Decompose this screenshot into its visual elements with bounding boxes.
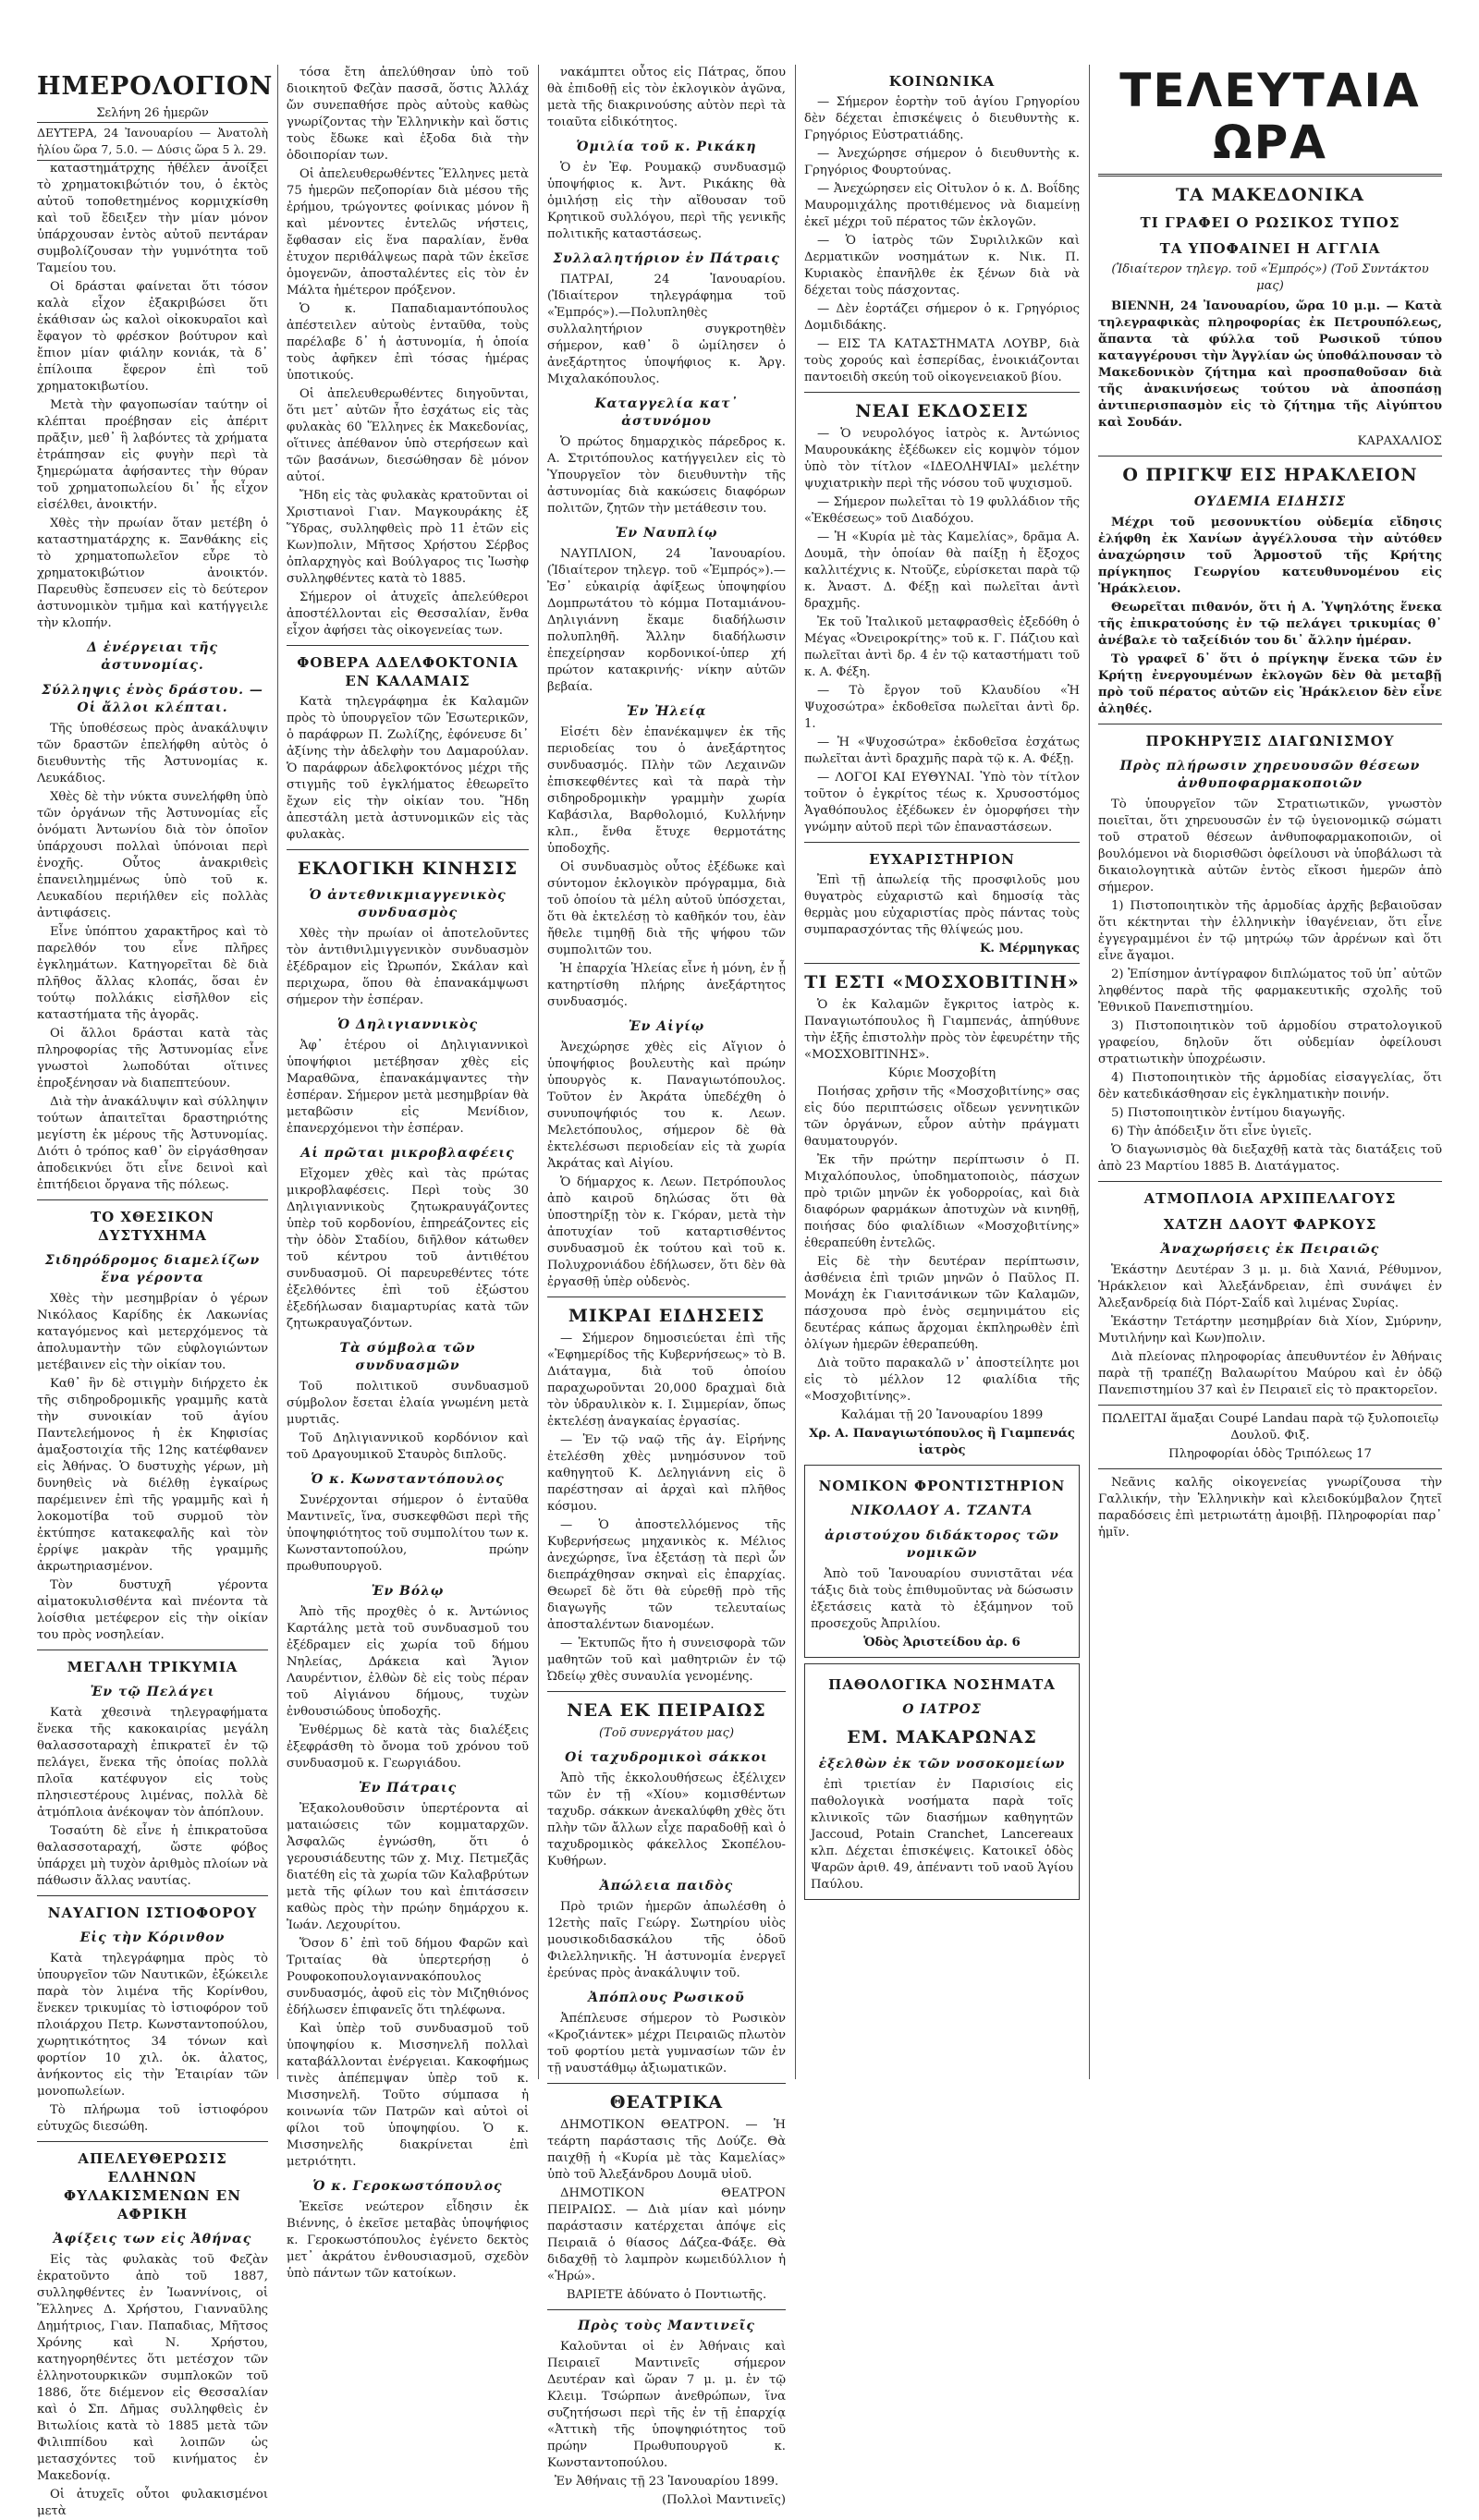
article-paragraph: Τὸ ὑπουργεῖον τῶν Στρατιωτικῶν, γνωστὸν ποιεῖται, ὅτι χηρευουσῶν ἐν τῷ ὑγειονομικῷ σώματι τοῦ στρατοῦ θέσεων ἀνθυποφαρμακοποιῶν, οἱ βουλόμενοι νὰ διορισθῶσι ὀφείλουσι νὰ ὑποβάλωσι τὰ δικαιολογητικὰ αὐτῶν ἐντὸς εἴκοσι ἡμερῶν ἀπὸ σήμερον.	[1098, 797, 1442, 895]
advertisement-box	[804, 1663, 1080, 1900]
article-paragraph: Χθὲς τὴν πρωίαν ὅταν μετέβη ὁ καταστηματάρχης κ. Ξανθάκης εἰς τὸ χρηματοπωλεῖον εὗρε τὸ χρηματοκιβώτιον ἀνοικτόν. Παρευθὺς ἔσπευσεν εἰς τὸ δεύτερον ἀστυνομικὸν τμῆμα καὶ κατήγγειλε τὴν κλοπήν.	[37, 517, 268, 630]
section-subheading: Πρὸς πλήρωσιν χηρευουσῶν θέσεων ἀνθυποφαρμακοποιῶν	[1119, 759, 1421, 791]
article-paragraph: Χθὲς τὴν μεσημβρίαν ὁ γέρων Νικόλαος Καρίδης ἐκ Λακωνίας καταγόμενος καὶ μετερχόμενος τὰ ἀπολυμαντὴν τῶν εὐφλογιώντων μετέβαινεν εἰς τὴν οἰκίαν του.	[37, 1292, 268, 1372]
article-paragraph: Ἐκ τῆν πρώτην περίπτωσιν ὁ Π. Μιχαλόπουλος, ὑποδηματοποιὸς, πάσχων πρὸ τριῶν μηνῶν ἐκ γοδορροίας, καὶ διὰ διαφόρων φαρμάκων ἀποτυχὼν νὰ κινηθῇ, ποιήσας δύο φιαλίδιων «Μοσχοβιτίνης» ἐθεραπεύθη ἐντελῶς.	[804, 1153, 1080, 1250]
article-paragraph: Χθὲς δὲ τὴν νύκτα συνελήφθη ὑπὸ τῶν ὀργάνων τῆς Ἀστυνομίας εἷς ὀνόματι Ἀντωνίου διὰ τὸν ὁποῖον ὑπάρχουσι πολλαὶ ὑπόνοιαι περὶ ἐνοχῆς. Οὗτος ἀνακριθεὶς ἐπανειλημμένως ὑπὸ τοῦ κ. Λευκαδίου περιήλθεν εἰς πολλὰς ἀντιφάσεις.	[37, 790, 268, 920]
article-paragraph: Ἐκεῖσε νεώτερον εἶδησιν ἐκ Βιέννης, ὁ ἐκεῖσε μεταβὰς ὑποψήφιος κ. Γεροκωστόπουλος ἐγένετο δεκτὸς μετ᾽ ἀκράτου ἐνθουσιασμοῦ, σχεδὸν ὑπὸ πάντων τῶν κατοίκων.	[287, 2200, 529, 2281]
section-subheading: Ἀναχωρήσεις ἐκ Πειραιῶς	[1160, 1242, 1380, 1257]
article-paragraph: Ὁ ἐκ Καλαμῶν ἔγκριτος ἰατρὸς κ. Παναγιωτόπουλος ἢ Γιαμπενάς, ἀπηύθυνε τὴν ἑξῆς ἐπιστολὴν πρὸς τὸν ἐφευρέτην τῆς «ΜΟΣΧΟΒΙΤΙΝΗΣ».	[804, 998, 1080, 1062]
article-paragraph: Εἶνε ὑπόπτου χαρακτῆρος καὶ τὸ παρελθόν του εἶνε πλῆρες ἐγκλημάτων. Κατηγορεῖται δὲ διὰ πλῆθος ἄλλας κλοπάς, ὅσαι ἐν τούτῳ πολλάκις εἰσῆλθον εἰς καταστήματα τῆς ἀγορᾶς.	[37, 925, 268, 1022]
article-paragraph: Εἰσέτι δὲν ἐπανέκαμψεν ἐκ τῆς περιοδείας του ὁ ἀνεξάρτητος συνδυασμός. Πλὴν τῶν Λεχαινῶν ἐπισκεφθέντες καὶ τὰ παρὰ τὴν σιδηροδρομικὴν γραμμὴν χωρία Καβάσιλα, Βαρθολομιό, Κυλλήνην κλπ., ἔνθα ἔτυχε θερμοτάτης ὑποδοχῆς.	[547, 725, 786, 856]
section-heading: ΜΙΚΡΑΙ ΕΙΔΗΣΕΙΣ	[568, 1306, 765, 1326]
masthead-title: ΤΕΛΕΥΤΑΙΑ ΩΡΑ	[1119, 64, 1421, 169]
article-paragraph: Οἱ δράσται φαίνεται ὅτι τόσον καλὰ εἶχον ἐξακριβώσει ὅτι ἐκάθισαν ὡς καλοὶ οἰκοκυραῖοι καὶ ἔφαγον τὸ φρέσκον βούτυρον καὶ ἔπιον μίαν φιάλην κονιάκ, τὰ δ᾽ ἐπίλοιπα ἔφερον ἐπὶ τοῦ χρηματοκιβωτίου.	[37, 280, 268, 394]
column-rule	[538, 65, 539, 2079]
article-paragraph: Οἱ ἄλλοι δράσται κατὰ τὰς πληροφορίας τῆς Ἀστυνομίας εἶνε γνωστοὶ λωποδύται οἵτινες ἐπροξένησαν νὰ διαπεπτεύουν.	[37, 1027, 268, 1090]
column-3	[547, 65, 786, 2507]
article-paragraph: Ἀπὸ τῆς ἐκκολουθήσεως ἐξέλιχεν τῶν ἐν τῇ «Χίου» κομισθέντων ταχυδρ. σάκκων ἀνεκαλύφθη χθὲς ὅτι πλὴν τῶν ἄλλων εἶχε παραδοθῇ καὶ ὁ ταχυδρομικὸς φάκελλος Σκοπέλου-Κυθήρων.	[547, 1771, 786, 1869]
section-subheading: Συλλαλητήριον ἐν Πάτραις	[553, 251, 780, 266]
section-subheading: Πρὸς τοὺς Μαντινεῖς	[578, 2319, 755, 2333]
article-paragraph: Θεωρεῖται πιθανόν, ὅτι ἡ Α. Ὑψηλότης ἕνεκα τῆς ἐπικρατούσης ἐν τῷ πελάγει τρικυμίας θ᾽ ἀνέβαλε τὸ ταξείδιόν του δι᾽ ἄλλην ἡμέραν.	[1098, 601, 1442, 648]
column-2	[287, 65, 529, 2281]
article-paragraph: Τῆς ὑποθέσεως πρὸς ἀνακάλυψιν τῶν δραστῶν ἐπελήφθη αὐτὸς ὁ διευθυντὴς τῆς Ἀστυνομίας κ. Λευκάδιος.	[37, 722, 268, 785]
column-5	[1098, 65, 1442, 2079]
article-paragraph: Τοῦ πολιτικοῦ συνδυασμοῦ σύμβολον ἔσεται ἐλαία γνωμένη μετὰ μυρτιᾶς.	[287, 1380, 529, 1427]
section-subheading: Ὁμιλία τοῦ κ. Ρικάκη	[576, 140, 757, 154]
article-paragraph: καταστημάτρχης ἠθέλεν ἀνοίξει τὸ χρηματοκιβώτιόν του, ὁ ἐκτὸς αὐτοῦ τοποθετημένος κορμιχκίσθη καὶ τοῦ ἔδειξεν τὴν μίαν μόνον ὑπάρχουσαν ἐντὸς αὐτοῦ πεντάραν συμβολίζουσαν τὴν γυμνότητα τοῦ Ταμείου του.	[37, 162, 268, 275]
article-paragraph: Τοσαύτη δὲ εἶνε ἡ ἐπικρατοῦσα θαλασσοταραχή, ὥστε φόβος ὑπάρχει μὴ τυχὸν ἀριθμὸς πλοίων νὰ πάθωσιν ἄλλας ναυτίας.	[37, 1824, 268, 1888]
article-paragraph: Ἐκ τοῦ Ἰταλικοῦ μεταφρασθεὶς ἐξεδόθη ὁ Μέγας «Ὀνειροκρίτης» τοῦ κ. Γ. Πάζιου καὶ πωλεῖται ἀντὶ δρ. 4 ἐν τῷ καταστήματι τοῦ κ. Α. Φέξη.	[804, 615, 1080, 679]
section-subheading: Ὁ κ. Γεροκωστόπουλος	[312, 2179, 503, 2194]
article-paragraph: Κύριε Μοσχοβίτη	[887, 1066, 996, 1080]
article-paragraph: Ἀπέπλευσε σήμερον τὸ Ρωσικὸν «Κροζιάντεκ» μέχρι Πειραιῶς πλωτὸν τοῦ φορτίου μετὰ γυμνασίων τῶν ἐν τῇ ναυστάθμῳ ἀξιωματικῶν.	[547, 2012, 786, 2076]
article-paragraph: Ὁ ἐν Ἐφ. Ρουμακῷ συνδυασμῷ ὑποψήφιος κ. Ἀντ. Ρικάκης θὰ ὁμιλήσῃ εἰς τὴν αἴθουσαν τοῦ Κρητικοῦ συλλόγου, περὶ τῆς γενικῆς πολιτικῆς καταστάσεως.	[547, 161, 786, 241]
article-paragraph: — Ἐν τῷ ναῷ τῆς ἁγ. Εἰρήνης ἐτελέσθη χθὲς μνημόσυνον τοῦ καθηγητοῦ Κ. Δεληγιάννη εἰς ὃ παρέστησαν αἱ ἀρχαὶ καὶ πλῆθος κόσμου.	[547, 1433, 786, 1514]
article-paragraph: Ὁ πρώτος δημαρχικὸς πάρεδρος κ. Α. Στριτόπουλος κατήγγειλεν εἰς τὸ Ὑπουργεῖον τὸν διευθυντὴν τῆς ἀστυνομίας διὰ κακώσεις διαφόρων πολιτῶν, ζητῶν τὴν μετάθεσιν του.	[547, 435, 786, 516]
section-heading: ΜΕΓΑΛΗ ΤΡΙΚΥΜΙΑ	[67, 1659, 238, 1675]
section-heading: ΕΚΛΟΓΙΚΗ ΚΙΝΗΣΙΣ	[297, 858, 519, 879]
moon-line: Σελήνη 26 ἡμερῶν	[96, 106, 209, 120]
article-paragraph: Ἀφ᾽ ἑτέρου οἱ Δηλιγιαννικοὶ ὑποψήφιοι μετέβησαν χθὲς εἰς Μαραθῶνα, ἐπανακάμψαντες τὴν ἑσπέραν. Σήμερον μετὰ μεσημβρίαν θὰ μεταβῶσιν εἰς Μενίδιον, ἐπανερχόμενοι τὴν ἑσπέραν.	[287, 1039, 529, 1136]
column-rule	[277, 65, 278, 2079]
calendar-title: ΗΜΕΡΟΛΟΓΙΟΝ	[37, 72, 274, 101]
column-rule	[795, 65, 796, 2079]
section-heading: ΝΕΑ ΕΚ ΠΕΙΡΑΙΩΣ	[567, 1700, 766, 1721]
section-subheading: Ἐν Βόλῳ	[371, 1584, 445, 1599]
article-paragraph: Κατὰ τηλεγράφημα πρὸς τὸ ὑπουργεῖον τῶν Ναυτικῶν, ἐξώκειλε παρὰ τὸν λιμένα τῆς Κορίνθου, ἕνεκεν τρικυμίας τὸ ἱστιοφόρον τοῦ πλοιάρχου Πετρ. Κωνσταντοπούλου, χωρητικότητος 34 τόνων καὶ φορτίον 10 χιλ. ὀκ. ἀλατος, ἀνήκοντος εἰς τὴν Ἑταιρίαν τῶν μονοπωλείων.	[37, 1952, 268, 2099]
section-subheading: ΧΑΤΖΗ ΔΑΟΥΤ ΦΑΡΚΟΥΣ	[1163, 1216, 1377, 1233]
ad-address: Ὁδὸς Ἀριστείδου ἀρ. 6	[863, 1636, 1021, 1650]
ad-text: Ἀπὸ τοῦ Ἰανουαρίου συνιστᾶται νέα τάξις διὰ τοὺς ἐπιθυμοῦντας νὰ δώσωσιν ἐξετάσεις κατὰ τὸ ἐξάμηνον τοῦ προσεχοῦς Ἀπριλίου.	[811, 1567, 1073, 1631]
article-paragraph: Οἱ ἀτυχεῖς οὗτοι φυλακισμένοι μετὰ	[37, 2488, 268, 2518]
article-paragraph: Σήμερον οἱ ἀτυχεῖς ἀπελεύθεροι ἀποστέλλονται εἰς Θεσσαλίαν, ἔνθα εἶχον ἀφήσει τὰς οἰκογενείας των.	[287, 590, 529, 638]
article-paragraph: Κατὰ χθεσινὰ τηλεγραφήματα ἕνεκα τῆς κακοκαιρίας μεγάλη θαλασσοταραχὴ ἐπικρατεῖ ἐν τῷ πελάγει, ἕνεκα τῆς ὁποίας πολλὰ πλοῖα κατέφυγον εἰς τοὺς πλησιεστέρους λιμένας, πολλὰ δὲ ἀτμόπλοια ἀνέκοψαν τὸν ἀπόπλουν.	[37, 1706, 268, 1820]
article-paragraph: Ὅσον δ᾽ ἐπὶ τοῦ δήμου Φαρῶν καὶ Τριταίας θὰ ὑπερτερήσῃ ὁ Ρουφοκοπουλογιαννακόπουλος συνδυασμός, ἀφοῦ εἰς τὸν Μιζηθιόνος ἐδήλωσεν ἐπιφανεῖς ὅτι τηλέφωνα.	[287, 1937, 529, 2017]
article-paragraph: Διὰ πλείονας πληροφορίας ἀπευθυντέον ἐν Ἀθήναις παρὰ τῇ τραπέζῃ Βαλαωρίτου Μαύρου καὶ ἐν ὁδῷ Πανεπιστημίου 37 καὶ ἐν Πειραιεῖ εἰς τὸ πρακτορεῖον.	[1098, 1350, 1442, 1397]
ad-subheading: Ο ΙΑΤΡΟΣ	[902, 1702, 982, 1717]
section-subheading: ΟΥΔΕΜΙΑ ΕΙΔΗΣΙΣ	[1193, 494, 1347, 509]
column-rule	[1089, 65, 1090, 2079]
section-subheading: Ὁ Δηλιγιαννικὸς	[337, 1017, 478, 1032]
article-paragraph: Ὁ κ. Παπαδιαμαντόπουλος ἀπέστειλεν αὐτοὺς ἐνταῦθα, τοὺς παρέλαβε δ᾽ ἡ ἀστυνομία, ἡ ὁποία τοὺς ἀφῆκεν ἐπὶ τόσας ἡμέρας ὑποτικούς.	[287, 302, 529, 383]
article-paragraph: Ἤδη εἰς τὰς φυλακὰς κρατοῦνται οἱ Χριστιανοὶ Γιαν. Μαγκουράκης ἐξ Ὕδρας, συλληφθεὶς πρὸ 11 ἐτῶν εἰς Κων)πολιν, Μῆτσος Χρήστου Σέρβος ὀπλαρχηγὸς καὶ Βούλγαρος τις Ἰωσὴφ συλληφθέντες κατὰ τὸ 1885.	[287, 489, 529, 586]
ad-heading: ΠΑΘΟΛΟΓΙΚΑ ΝΟΣΗΜΑΤΑ	[828, 1676, 1056, 1693]
article-paragraph: 4) Πιστοποιητικὸν τῆς ἁρμοδίας εἰσαγγελίας, ὅτι δὲν κατεδικάσθησαν εἰς ἐγκληματικὴν ποινήν.	[1098, 1071, 1442, 1102]
section-subheading: Ὁ ἀντεθνικμιαγγενικὸς συνδυασμὸς	[309, 888, 507, 920]
section-heading: Δ ἐνέργειαι τῆς ἀστυνομίας.	[87, 640, 218, 673]
section-byline: (Ἰδιαίτερον τηλεγρ. τοῦ «Ἐμπρός») (Τοῦ Συντάκτου μας)	[1111, 262, 1429, 293]
article-signature: Χρ. Α. Παναγιωτόπουλος ἢ Γιαμπενάς ἰατρὸς	[809, 1427, 1075, 1457]
article-paragraph: Καλοῦνται οἱ ἐν Ἀθήναις καὶ Πειραιεῖ Μαντινεῖς σήμερον Δευτέραν καὶ ὥραν 7 μ. μ. ἐν τῷ Κλειμ. Τσώρπων ἀνεθρώπων, ἵνα συζητήσωσι περὶ τῆς ἐν τῇ ἐπαρχίᾳ «Ἀττικὴ τῆς ὑποψηφιότητος τοῦ πρώην Πρωθυπουργοῦ κ. Κωνσταντοπούλου.	[547, 2340, 786, 2470]
article-paragraph: Ἐξακολουθοῦσιν ὑπερτέροντα αἱ ματαιώσεις τῶν κομματαρχῶν. Ἀσφαλῶς ἐγνώσθη, ὅτι ὁ γερουσιάδευτης τῶν χ. Μιχ. Πετμεζᾶς διατέθη εἰς τὰ χωρία τῶν Καλαβρύτων μετὰ τῆς φίλων του καὶ ἐπιτάσσειν καθὼς πρὸς τὴν πρώην δημάρχου κ. Ἰωάν. Λεχουρίτου.	[287, 1802, 529, 1932]
article-paragraph: Μέχρι τοῦ μεσονυκτίου οὐδεμία εἴδησις ἐλήφθη ἐκ Χανίων ἀγγέλλουσα τὴν αὐτόθεν ἀναχώρησιν τοῦ Ἁρμοστοῦ τῆς Κρήτης πρίγκηπος Γεωργίου κατευθυνομένου εἰς Ἡράκλειον.	[1098, 516, 1442, 596]
article-paragraph: Τὸ γραφεῖ δ᾽ ὅτι ὁ πρίγκηψ ἕνεκα τῶν ἐν Κρήτῃ ἐνεργουμένων ἐκλογῶν δὲν θὰ μεταβῇ πρὸ τοῦ πέρατος αὐτῶν εἰς Ἡράκλειον δὲν εἶνε ἀληθές.	[1098, 652, 1442, 716]
section-subheading: Οἱ ταχυδρομικοὶ σάκκοι	[565, 1750, 768, 1765]
classified-ad: ΠΩΛΕΙΤΑΙ ἅμαξαι Coupé Landau παρὰ τῷ ξυλοποιεῖῳ Δουλοῦ. Φιξ.	[1101, 1412, 1439, 1443]
article-paragraph: 6) Τὴν ἀπόδειξιν ὅτι εἶνε ὑγιεῖς.	[1111, 1125, 1313, 1138]
section-subheading: ΤΙ ΓΡΑΦΕΙ Ο ΡΩΣΙΚΟΣ ΤΥΠΟΣ	[1140, 214, 1400, 231]
date-line: ΔΕΥΤΕΡΑ, 24 Ἰανουαρίου — Ἀνατολὴ ἡλίου ὥρα 7, 5.0. — Δύσις ὥρα 5 λ. 29.	[37, 122, 268, 161]
article-paragraph: ΝΑΥΠΛΙΟΝ, 24 Ἰανουαρίου. (Ἰδιαίτερον τηλεγρ. τοῦ «Ἐμπρός»).—Ἐσ᾽ εὐκαιρίᾳ ἀφίξεως ὑποψηφίου Δομπρωτάτου τὸ κόμμα Ποταμιάνου-Δηλιγιάννη ἔκαμε διαδήλωσιν πολυπληθῆ. Ἄλλην διαδήλωσιν ἐπεχείρησαν κορδονικοί-ὑπερ χή πρώτον κατακρινής· νίκην αὐτῶν βεβαία.	[547, 547, 786, 694]
article-paragraph: Τὸ πλήρωμα τοῦ ἱστιοφόρου εὐτυχῶς διεσώθη.	[37, 2103, 268, 2134]
article-paragraph: — Τὸ ἔργον τοῦ Κλαυδίου «Ἡ Ψυχοσώτρα» ἐκδοθεῖσα πωλεῖται ἀντὶ δρ. 1.	[804, 684, 1080, 731]
article-paragraph: Ὁ δήμαρχος κ. Λεων. Πετρόπουλος ἀπὸ καιροῦ δηλώσας ὅτι θὰ ὑποστηρίξῃ τὸν κ. Γκόραν, μετὰ τὴν ἀποτυχίαν τοῦ καταρτισθέντος συνδυασμοῦ ἐκ τούτου καὶ τοῦ κ. Πολυχρονιάδου ἐδήλωσεν, ὅτι δὲν θὰ ἐργασθῇ ὑπὲρ οὐδενὸς.	[547, 1175, 786, 1289]
article-paragraph: 5) Πιστοποιητικὸν ἐντίμου διαγωγῆς.	[1111, 1106, 1346, 1120]
article-paragraph: Καὶ ὑπὲρ τοῦ συνδυασμοῦ τοῦ ὑποψηφίου κ. Μισσηνελῆ πολλαὶ καταβάλλονται ἐνέργειαι. Κακοφήμως τινὲς ἀπέπεμψαν ὑπὲρ τοῦ κ. Μισσηνελῆ. Τοῦτο σύμπασα ἡ κοινωνία τῶν Πατρῶν καὶ αὐτοὶ οἱ φίλοι τοῦ ὑποψηφίου. Ὁ κ. Μισσηνελῆς διακρίνεται ἐπὶ μετριότητι.	[287, 2022, 529, 2169]
section-byline: (Τοῦ συνεργάτου μας)	[598, 1726, 735, 1740]
article-paragraph: Διὰ τοῦτο παρακαλῶ ν᾽ ἀποστείλητε μοι εἰς τὸ μέλλον 12 φιαλίδια τῆς «Μοσχοβιτίνης».	[804, 1357, 1080, 1404]
article-paragraph: νακάμπτει οὗτος εἰς Πάτρας, ὅπου θὰ ἐπιδοθῇ εἰς τὸν ἐκλογικὸν ἀγῶνα, μετὰ τῆς διακρινούσης αὐτὸν περὶ τὰ τοιαῦτα εἰδικότητος.	[547, 66, 786, 129]
article-paragraph: Καθ᾽ ἣν δὲ στιγμὴν διήρχετο ἐκ τῆς σιδηροδρομικῆς γραμμῆς κατὰ τὴν συνοικίαν τοῦ ἁγίου Παντελεήμονος ἡ ἐκ Κηφισίας ἁμαξοστοιχία τῆς 12ης κατέφθανεν εἰς Ἀθήνας. Ὁ δυστυχὴς γέρων, μὴ δυνηθεὶς νὰ διέλθῃ ἐγκαίρως παρέμεινεν ἐπὶ τῆς γραμμῆς καὶ ἡ λοκομοτίβα τοῦ συρμοῦ τὸν ἐκτύπησε κατακεφαλῆς καὶ τὸν ἐρρίψε μακρὰν τῆς γραμμῆς ἀκρωτηριασμένον.	[37, 1377, 268, 1574]
article-paragraph: — Ἀνεχώρησεν εἰς Οἰτυλον ὁ κ. Δ. Βοΐδης Μαυρομιχάλης προτιθέμενος νὰ διαμείνῃ ἐκεῖ μέχρι τοῦ πέρατος τῶν ἐκλογῶν.	[804, 182, 1080, 229]
article-paragraph: Ἑκάστην Δευτέραν 3 μ. μ. διὰ Χανιά, Ρέθυμνον, Ἡράκλειον καὶ Ἀλεξάνδρειαν, ἐπὶ συνάψει ἐν Ἀλεξανδρείᾳ διὰ Πόρτ-Σαΐδ καὶ λιμένας Συρίας.	[1098, 1263, 1442, 1310]
article-paragraph: 2) Ἐπίσημον ἀντίγραφον διπλώματος τοῦ ὑπ᾽ αὐτῶν ληφθέντος παρὰ τῆς φαρμακευτικῆς σχολῆς τοῦ Ἐθνικοῦ Πανεπιστημίου.	[1098, 968, 1442, 1015]
section-heading: ΠΡΟΚΗΡΥΞΙΣ ΔΙΑΓΩΝΙΣΜΟΥ	[1145, 733, 1395, 749]
article-paragraph: — ΛΟΓΟΙ ΚΑΙ ΕΥΘΥΝΑΙ. Ὑπὸ τὸν τίτλον τοῦτον ὁ ἐγκρίτος τέως κ. Χρυσοστόμος Ἀγαθόπουλος ἐξέδωκεν ἐν ὀμορφήσει τὴν γνώμην αὐτοῦ περὶ τῶν ἐπαναστάσεων.	[804, 771, 1080, 834]
section-subheading: ΤΑ ΥΠΟΦΑΙΝΕΙ Η ΑΓΓΛΙΑ	[1159, 240, 1381, 257]
article-paragraph: 1) Πιστοποιητικὸν τῆς ἁρμοδίας ἀρχῆς βεβαιοῦσαν ὅτι κέκτηνται τὴν ἑλληνικὴν ἰθαγένειαν, ὅτι εἶνε ἐγγεγραμμένοι ἐν τῷ μητρώῳ τῶν ἀρρένων καὶ ὅτι εἶνε ἄγαμοι.	[1098, 899, 1442, 963]
article-paragraph: — Σήμερον δημοσιεύεται ἐπὶ τῆς «Ἐφημερίδος τῆς Κυβερνήσεως» τὸ Β. Διάταγμα, διὰ τοῦ ὁποίου παραχωροῦνται 20,000 δραχμαὶ διὰ τὸν ὑδραυλικὸν κ. Ι. Σιμμερίαν, ὅπως ἐκτελέσῃ ἀναγκαίας ἐργασίας.	[547, 1332, 786, 1429]
classified-ad: Νεᾶνις καλῆς οἰκογενείας γνωρίζουσα τὴν Γαλλικήν, τὴν Ἑλληνικὴν καὶ κλειδοκύμβαλον ζητεῖ παραδόσεις ἐπὶ μετριωτάτῃ ἀμοιβῇ. Πληροφορίαι παρ᾽ ἡμῖν.	[1098, 1476, 1442, 1540]
article-paragraph: Ἑκάστην Τετάρτην μεσημβρίαν διὰ Χίον, Σμύρνην, Μυτιλήνην καὶ Κων)πολιν.	[1098, 1315, 1442, 1345]
article-paragraph: — Ἀνεχώρησε σήμερον ὁ διευθυντὴς κ. Γρηγόριος Φουρτούνας.	[804, 147, 1080, 177]
section-heading: ΦΟΒΕΡΑ ΑΔΕΛΦΟΚΤΟΝΙΑ ΕΝ ΚΑΛΑΜΑΙΣ	[297, 654, 519, 689]
article-paragraph: — Ὁ ἰατρὸς τῶν Συριλιλκῶν καὶ Δερματικῶν νοσημάτων κ. Νικ. Π. Κυριακὸς ἐπανῆλθε ἐκ ξένων διὰ νὰ δέχεται τοὺς πάσχοντας.	[804, 234, 1080, 298]
article-paragraph: Κατὰ τηλεγράφημα ἐκ Καλαμῶν πρὸς τὸ ὑπουργεῖον τῶν Ἐσωτερικῶν, ὁ παράφρων Π. Ζωλίζης, ἐφόνευσε δι᾽ ἀξίνης τὴν ἀδελφὴν του Δαμαρούλαν. Ὁ παράφρων ἀδελφοκτόνος μέχρι τῆς στιγμῆς τοῦ ἐγκλήματος ἐθεωρεῖτο ἔχων εἰς τὴν οἰκίαν του. Ἤδη ἀπεστάλη μετὰ ἀστυνομικῶν εἰς τὰς φυλακὰς.	[287, 695, 529, 842]
ad-subheading: ἐξελθὼν ἐκ τῶν νοσοκομείων	[818, 1757, 1066, 1771]
section-subheading: Ἀπώλεια παιδὸς	[599, 1879, 734, 1893]
article-paragraph: Τοῦ Δηλιγιαννικοῦ κορδόνιον καὶ τοῦ Δραγουμικοῦ Σταυρὸς διπλοῦς.	[287, 1431, 529, 1462]
section-subheading: Ἐν τῷ Πελάγει	[90, 1685, 215, 1699]
section-subheading: Ἐν Πάτραις	[358, 1781, 458, 1796]
article-paragraph: — Ἡ «Κυρία μὲ τὰς Καμελίας», δρᾶμα Α. Δουμᾶ, τὴν ὁποίαν θὰ παίξῃ ἡ ἔξοχος καλλιτέχνις κ. Ντοῦζε, εὑρίσκεται παρὰ τῷ κ. Ἀναστ. Δ. Φέξῃ καὶ πωλεῖται ἀντὶ δραχμῆς.	[804, 530, 1080, 611]
ad-subheading: ἀριστούχου διδάκτορος τῶν νομικῶν	[825, 1528, 1059, 1561]
article-paragraph: — Σήμερον ἑορτὴν τοῦ ἁγίου Γρηγορίου δὲν δέχεται ἐπισκέψεις ὁ διευθυντὴς κ. Γρηγόριος Εὐστρατιάδης.	[804, 95, 1080, 142]
article-signature: Κ. Μέρμηγκας	[979, 942, 1080, 956]
article-paragraph: Χθὲς τὴν πρωίαν οἱ ἀποτελοῦντες τὸν ἀντιθνιλμιγγενικὸν συνδυασμὸν ἐξέδραμον εἰς Ὠρωπόν, Σκάλαν καὶ περιχωρα, ὅπου θὰ ἐπανακάμψωσι σήμερον τὴν ἑσπέραν.	[287, 927, 529, 1007]
section-heading: ΝΑΥΑΓΙΟΝ ΙΣΤΙΟΦΟΡΟΥ	[47, 1905, 258, 1921]
article-paragraph: Οἱ ἀπελευθερωθέντες Ἕλληνες μετὰ 75 ἡμερῶν πεζοπορίαν διὰ μέσου τῆς ἐρήμου, τρώγοντες φοίνικας μόνον ἢ καὶ μένοντες ἐντελῶς νήστεις, ἔφθασαν εἰς ἕνα παραλίαν, ἔνθα ἐτυχον περιθάλψεως παρὰ τῶν ἐκεῖσε ὁμογενῶν, ἀποσταλέντες εἰς τὸν ἐν Μάλτα ἡμέτερον πρόξενον.	[287, 167, 529, 298]
article-paragraph: Συνέρχονται σήμερον ὁ ἐνταῦθα Μαντινεῖς, ἵνα, συσκεφθῶσι περὶ τῆς ὑποψηφιότητος τοῦ συμπολίτου των κ. Κωνσταντοπούλου, πρώην πρωθυπουργοῦ.	[287, 1493, 529, 1574]
article-signature: ΚΑΡΑΧΑΛΙΟΣ	[1357, 434, 1442, 448]
article-paragraph: — Σήμερον πωλεῖται τὸ 19 φυλλάδιον τῆς «Ἐκθέσεως» τοῦ Διαδόχου.	[804, 495, 1080, 526]
article-paragraph: ΒΑΡΙΕΤΕ ἀδύνατο ὁ Ποντιωτῆς.	[566, 2288, 767, 2302]
article-paragraph: ΔΗΜΟΤΙΚΟΝ ΘΕΑΤΡΟΝ. — Ἡ τεάρτη παράστασις τῆς Δούζε. Θὰ παιχθῇ ἡ «Κυρία μὲ τὰς Καμελίας» ὑπὸ τοῦ Ἀλεξάνδρου Δουμᾶ υἱοῦ.	[547, 2118, 786, 2182]
section-subheading: Ἐν Ἠλείᾳ	[626, 704, 707, 719]
article-paragraph: 3) Πιστοποιητικὸν τοῦ ἁρμοδίου στρατολογικοῦ γραφείου, δηλοῦν ὅτι οὐδεμίαν ὀφείλουσι στρατιωτικὴν ὑποχρέωσιν.	[1098, 1019, 1442, 1066]
article-paragraph: Μετὰ τὴν φαγοπωσίαν ταύτην οἱ κλέπται προέβησαν εἰς ἀπέριτ πρᾶξιν, μεθ᾽ ἣ λαβόντες τὰ χρήματα ἐτράπησαν εἰς φυγὴν περὶ τὰ ξημερώματα ἀφήσαντες τὴν θύραν τοῦ χρηματοπωλείου δι᾽ ἧς εἶχον εἰσέλθει, ἀνοικτήν.	[37, 398, 268, 512]
article-paragraph: Ἀπὸ τῆς προχθὲς ὁ κ. Ἀντώνιος Καρτάλης μετὰ τοῦ συνδυασμοῦ του ἐξέδραμεν εἰς χωρία τοῦ δήμου Νηλείας, Δράκεια καὶ Ἅγιον Λαυρέντιον, ἐλθὼν δὲ εἰς τοὺς πέραν τοῦ Αἰγιάνου δήμους, τυχὼν ἐνθουσιώδους ὑποδοχῆς.	[287, 1605, 529, 1719]
article-paragraph: — Ἐκτυπῶς ἤτο ἡ συνεισφορὰ τῶν μαθητῶν τοῦ καὶ μαθητριῶν ἐν τῷ Ὠδείῳ χθὲς συναυλία γενομένης.	[547, 1637, 786, 1684]
section-heading: ΤΟ ΧΘΕΣΙΚΟΝ ΔΥΣΤΥΧΗΜΑ	[90, 1209, 215, 1244]
classified-ad: Πληροφορίαι ὁδὸς Τριπόλεως 17	[1168, 1447, 1372, 1461]
section-heading: Ο ΠΡΙΓΚΨ ΕΙΣ ΗΡΑΚΛΕΙΟΝ	[1122, 465, 1418, 485]
section-subheading: Ἀφίξεις των εἰς Ἀθήνας	[53, 2232, 252, 2246]
section-subheading: Σύλληψις ἑνὸς δράστου. — Οἱ ἄλλοι κλέπται.	[42, 683, 263, 715]
article-paragraph: Ἐπὶ τῇ ἀπωλείᾳ τῆς προσφιλοῦς μου θυγατρὸς εὐχαριστῶ καὶ δημοσίᾳ τὰς θερμὰς μου εὐχαριστίας πρὸς πάντας τοὺς συμπαρασχόντας τῆς θλίψεώς μου.	[804, 873, 1080, 937]
article-paragraph: Εἴχομεν χθὲς καὶ τὰς πρώτας μικροβλαφέσεις. Περὶ τοὺς 30 Δηλιγιαννικοὺς ζητωκραυγάζοντες ὑπὲρ τοῦ κορδονίου, ἐπηρεάζοντες εἰς τὴν ὁδὸν Σταδίου, διῆλθον κάτωθεν τοῦ κέντρου τοῦ ἀντιθέτου συνδυασμοῦ. Οἱ παρευρεθέντες τότε ἐξελθόντες ἐπὶ τοῦ ἐξώστου ἐξεδήλωσαν διαμαρτυρίας κατὰ τῶν ζητωκραυγαζόντων.	[287, 1167, 529, 1331]
article-paragraph: Ἐνθέρμως δὲ κατὰ τὰς διαλέξεις ἐξεφράσθη τὸ ὄνομα τοῦ χρόνου τοῦ συνδυασμοῦ κ. Γεωργιάδου.	[287, 1723, 529, 1771]
article-paragraph: Ποιήσας χρῆσιν τῆς «Μοσχοβιτίνης» σας εἰς δύο περιπτώσεις οἴδεων γεννητικῶν τῶν ὀργάνων, εὗρον αὐτὴν πράγματι θαυματουργόν.	[804, 1085, 1080, 1149]
article-paragraph: Πρὸ τριῶν ἡμερῶν ἀπωλέσθη ὁ 12ετὴς παῖς Γεώργ. Σωτηρίου υἱὸς μουσικοδιδασκάλου τῆς ὁδοῦ Φιλελληνικῆς. Ἡ ἀστυνομία ἐνεργεῖ ἐρεύνας πρὸς ἀνακάλυψιν τοῦ.	[547, 1900, 786, 1980]
advertisement-box	[804, 1465, 1080, 1658]
section-subheading: Ἀπόπλους Ρωσικοῦ	[588, 1990, 745, 2005]
section-subheading: Εἰς τὴν Κόρινθον	[79, 1930, 226, 1945]
article-paragraph: — Δὲν ἑορτάζει σήμερον ὁ κ. Γρηγόριος Δομιδιδάκης.	[804, 302, 1080, 333]
section-subheading: Αἱ πρῶται μικροβλαφέεις	[300, 1146, 515, 1161]
article-paragraph: Διὰ τὴν ἀνακάλυψιν καὶ σύλληψιν τούτων ἀπαιτεῖται δραστηριότης μεγίστη ἐκ μέρους τῆς Ἀστυνομίας. Διότι ὁ τρόπος καθ᾽ ὃν εἰργάσθησαν ἀποδεικνύει ὅτι εἶνε δεινοὶ καὶ ἐπιτήδειοι ὄργανα τῆς πόλεως.	[37, 1095, 268, 1192]
section-heading: ΚΟΙΝΩΝΙΚΑ	[888, 73, 996, 90]
ad-subheading: ΝΙΚΟΛΑΟΥ Α. ΤΖΑΝΤΑ	[850, 1503, 1033, 1518]
article-paragraph: Οἱ συνδυασμὸς οὗτος ἐξέδωκε καὶ σύντομον ἐκλογικὸν πρόγραμμα, διὰ τοῦ ὁποίου τὰ μέλη αὐτοῦ ὑπόσχεται, ὅτι θὰ ἐκτελέσῃ τὸ καθῆκόν του, ἐὰν ἤθελε τιμηθῇ διὰ τῆς ψήφου τῶν συμπολιτῶν του.	[547, 860, 786, 957]
section-heading: ΕΥΧΑΡΙΣΤΗΡΙΟΝ	[869, 851, 1015, 868]
section-heading: ΘΕΑΤΡΙΚΑ	[609, 2092, 724, 2112]
article-paragraph: ΒΙΕΝΝΗ, 24 Ἰανουαρίου, ὥρα 10 μ.μ. — Κατὰ τηλεγραφικὰς πληροφορίας ἐκ Πετρουπόλεως, ἅπαντα τὰ φύλλα τοῦ Ρωσικοῦ τύπου καταγγέρουσι τὴν Ἀγγλίαν ὡς ὑποθάλπουσαν τὸ Μακεδονικὸν ζήτημα καὶ προσπαθοῦσαν διὰ τῆς ἀνακινήσεως τούτου νὰ ἀποσπάσῃ ἀντιπερισπασμὸν εἰς τὸ ζήτημα τῆς Αἰγύπτου καὶ Σουδάν.	[1098, 299, 1442, 430]
section-heading: ΑΠΕΛΕΥΘΕΡΩΣΙΣ ΕΛΛΗΝΩΝ ΦΥΛΑΚΙΣΜΕΝΩΝ ΕΝ ΑΦΡΙΚΗ	[64, 2150, 241, 2222]
section-subheading: Καταγγελία κατ᾽ ἀστυνόμου	[594, 396, 739, 429]
article-paragraph: Εἰς τὰς φυλακὰς τοῦ Φεζὰν ἐκρατοῦντο ἀπὸ τοῦ 1887, συλληφθέντες ἐν Ἰωαννίνοις, οἱ Ἕλληνες Δ. Χρήστου, Γιανναῦλης Δημήτριος, Γιαν. Παπαδιας, Μῆτσος Χρόνης καὶ Ν. Χρήστου, κατηγορηθέντες ὅτι μετέσχον τῶν ἑλληνοτουρκικῶν συμπλοκῶν τοῦ 1886, ὅτε διέμενον εἰς Θεσσαλίαν καὶ ὁ Σπ. Δῆμας συλληφθεὶς ἐν Βιτωλίοις κατὰ τὸ 1885 μετὰ τῶν Φιλιππίδου καὶ λοιπῶν ὡς μετασχόντες τοῦ κινήματος ἐν Μακεδονίᾳ.	[37, 2253, 268, 2483]
section-subheading: Σιδηρόδρομος διαμελίζων ἕνα γέροντα	[44, 1253, 261, 1285]
article-paragraph: Ἀνεχώρησε χθὲς εἰς Αἴγιον ὁ ὑποψήφιος βουλευτὴς καὶ πρώην ὑπουργὸς κ. Παναγιωτόπουλος. Τοῦτον ἐν Ἀκράτα ὑπεδέχθη ὁ συνυποψήφιός του κ. Λεων. Μελετόπουλος, σήμερον δὲ θὰ ἐκτελέσωσι περιοδείαν εἰς τὰ χωρία Ἀκράτας καὶ Αἰγίου.	[547, 1041, 786, 1171]
ad-heading: ΕΜ. ΜΑΚΑΡΩΝΑΣ	[847, 1727, 1037, 1747]
article-paragraph: Καλάμαι τῇ 20 Ἰανουαρίου 1899	[840, 1408, 1044, 1422]
section-heading: ΤΑ ΜΑΚΕΔΟΝΙΚΑ	[1175, 185, 1365, 205]
column-4	[804, 65, 1080, 2079]
article-paragraph: — ΕΙΣ ΤΑ ΚΑΤΑΣΤΗΜΑΤΑ ΛΟΥΒΡ, διὰ τοὺς χορούς καὶ ἑσπερίδας, ἐνοικιάζονται παντοειδὴ σκεύη τοῦ οἰκογενειακοῦ βίου.	[804, 337, 1080, 384]
article-paragraph: Ἐν Ἀθήναις τῇ 23 Ἰανουαρίου 1899.	[554, 2475, 779, 2489]
ad-heading: ΝΟΜΙΚΟΝ ΦΡΟΝΤΙΣΤΗΡΙΟΝ	[818, 1478, 1066, 1494]
article-paragraph: — Ἡ «Ψυχοσώτρα» ἐκδοθεῖσα ἐσχάτως πωλεῖται ἀντὶ δραχμῆς παρὰ τῷ κ. Α. Φέξῃ.	[804, 736, 1080, 766]
section-heading: ΑΤΜΟΠΛΟΙΑ ΑΡΧΙΠΕΛΑΓΟΥΣ	[1143, 1190, 1397, 1207]
article-paragraph: Εἰς δὲ τὴν δευτέραν περίπτωσιν, ἀσθένεια ἐπὶ τριῶν μηνῶν ὁ Παῦλος Π. Μονάχη ἐκ Γιανιτσάνικων τῶν Καλαμῶν, πάσχουσα πρὸ ἑνὸς σεμηνιμάτου εἰς δευτέρας κάπως ἄρχομαι ἐκπληρωθὲν ἐπὶ ὀλίγων ἡμερῶν ἐθεραπεύθη.	[804, 1255, 1080, 1352]
section-subheading: Τὰ σύμβολα τῶν συνδυασμῶν	[339, 1341, 476, 1373]
article-signature: (Πολλοὶ Μαντινεῖς)	[661, 2493, 786, 2507]
article-paragraph: Τὸν δυστυχῆ γέροντα αἱματοκυλισθέντα καὶ πνέοντα τὰ λοίσθια μετέφερον εἰς τὴν οἰκίαν του πρὸς νοσηλείαν.	[37, 1578, 268, 1642]
section-subheading: Ἐν Αἰγίῳ	[628, 1019, 705, 1034]
section-heading: ΝΕΑΙ ΕΚΔΟΣΕΙΣ	[855, 401, 1029, 421]
article-paragraph: Ἡ ἐπαρχία Ἠλείας εἶνε ἡ μόνη, ἐν ᾗ κατηρτίσθη πλήρης ἀνεξάρτητος συνδυασμός.	[547, 962, 786, 1009]
column-1	[37, 65, 274, 2518]
section-subheading: Ἐν Ναυπλίῳ	[615, 526, 718, 541]
article-paragraph: τόσα ἔτη ἀπελύθησαν ὑπὸ τοῦ διοικητοῦ Φεζὰν πασσᾶ, ὅστις Ἀλλάχ ὤν συνεπαθήσε πρὸς αὐτοὺς καθὼς γνωρίζοντας τὴν Ἑλληνικὴν καὶ ὅστις τοὺς ἔδωκε καὶ ἐξοδα διὰ τὴν ὁδοιπορίαν των.	[287, 66, 529, 163]
article-paragraph: Ὁ διαγωνισμὸς θὰ διεξαχθῇ κατὰ τὰς διατάξεις τοῦ ἀπὸ 23 Μαρτίου 1885 Β. Διατάγματος.	[1098, 1143, 1442, 1174]
section-subheading: Ὁ κ. Κωνσταντόπουλος	[311, 1472, 505, 1487]
article-paragraph: Οἱ ἀπελευθερωθέντες διηγοῦνται, ὅτι μετ᾽ αὐτῶν ἦτο ἐσχάτως εἰς τὰς φυλακὰς 60 Ἕλληνες ἐκ Μακεδονίας, οἵτινες ἀπέθανον ὑπὸ στερήσεων καὶ τῶν βασάνων, διεσώθησαν δὲ μόνον αὐτοί.	[287, 387, 529, 484]
ad-text: ἐπὶ τριετίαν ἐν Παρισίοις εἰς παθολογικὰ νοσήματα παρὰ τοῖς κλινικοῖς τῶν διασήμων καθηγητῶν Jaccoud, Potain Cranchet, Lancereaux κλπ. Δέχεται ἐπισκέψεις. Κατοικεῖ ὁδὸς Ψαρῶν ἀριθ. 49, ἀπέναντι τοῦ ναοῦ Ἁγίου Παύλου.	[811, 1778, 1073, 1892]
article-paragraph: ΠΑΤΡΑΙ, 24 Ἰανουαρίου. (Ἰδιαίτερον τηλεγράφημα τοῦ «Ἐμπρός»).—Πολυπληθὲς συλλαλητήριον συγκροτηθὲν σήμερον, καθ᾽ ὃ ὡμίλησεν ὁ ἀνεξάρτητος ὑποψήφιος κ. Ἀργ. Μιχαλακόπουλος.	[547, 273, 786, 386]
article-paragraph: ΔΗΜΟΤΙΚΟΝ ΘΕΑΤΡΟΝ ΠΕΙΡΑΙΩΣ. — Διὰ μίαν καὶ μόνην παράστασιν κατέρχεται ἀπόψε εἰς Πειραιᾶ ὁ θίασος Δάζεα-Φάξε. Θὰ διδαχθῇ τὸ λαμπρὸν κωμειδύλλιον ἡ «Ἠρώ».	[547, 2186, 786, 2283]
article-paragraph: — Ὁ ἀποστελλόμενος τῆς Κυβερνήσεως μηχανικὸς κ. Μέλιος ἀνεχώρησε, ἵνα ἐξετάσῃ τὰ περὶ ὧν διεπράχθησαν σκηναὶ εἰς ἐπαρχίας. Θεωρεῖ δὲ ὅτι θὰ εὑρεθῇ πρὸ τῆς διαγωγῆς τῶν τελευταίως ἀποσταλέντων διανομέων.	[547, 1518, 786, 1632]
article-paragraph: — Ὁ νευρολόγος ἰατρὸς κ. Ἀντώνιος Μαυρουκάκης ἐξέδωκεν εἰς κομψὸν τόμον ὑπὸ τὸν τίτλον «ΙΔΕΟΛΗΨΙΑΙ» μελέτην ψυχιατρικὴν περὶ τῆς νόσου τοῦ ψυχισμοῦ.	[804, 427, 1080, 491]
section-heading: ΤΙ ΕΣΤΙ «ΜΟΣΧΟΒΙΤΙΝΗ»	[804, 972, 1080, 992]
